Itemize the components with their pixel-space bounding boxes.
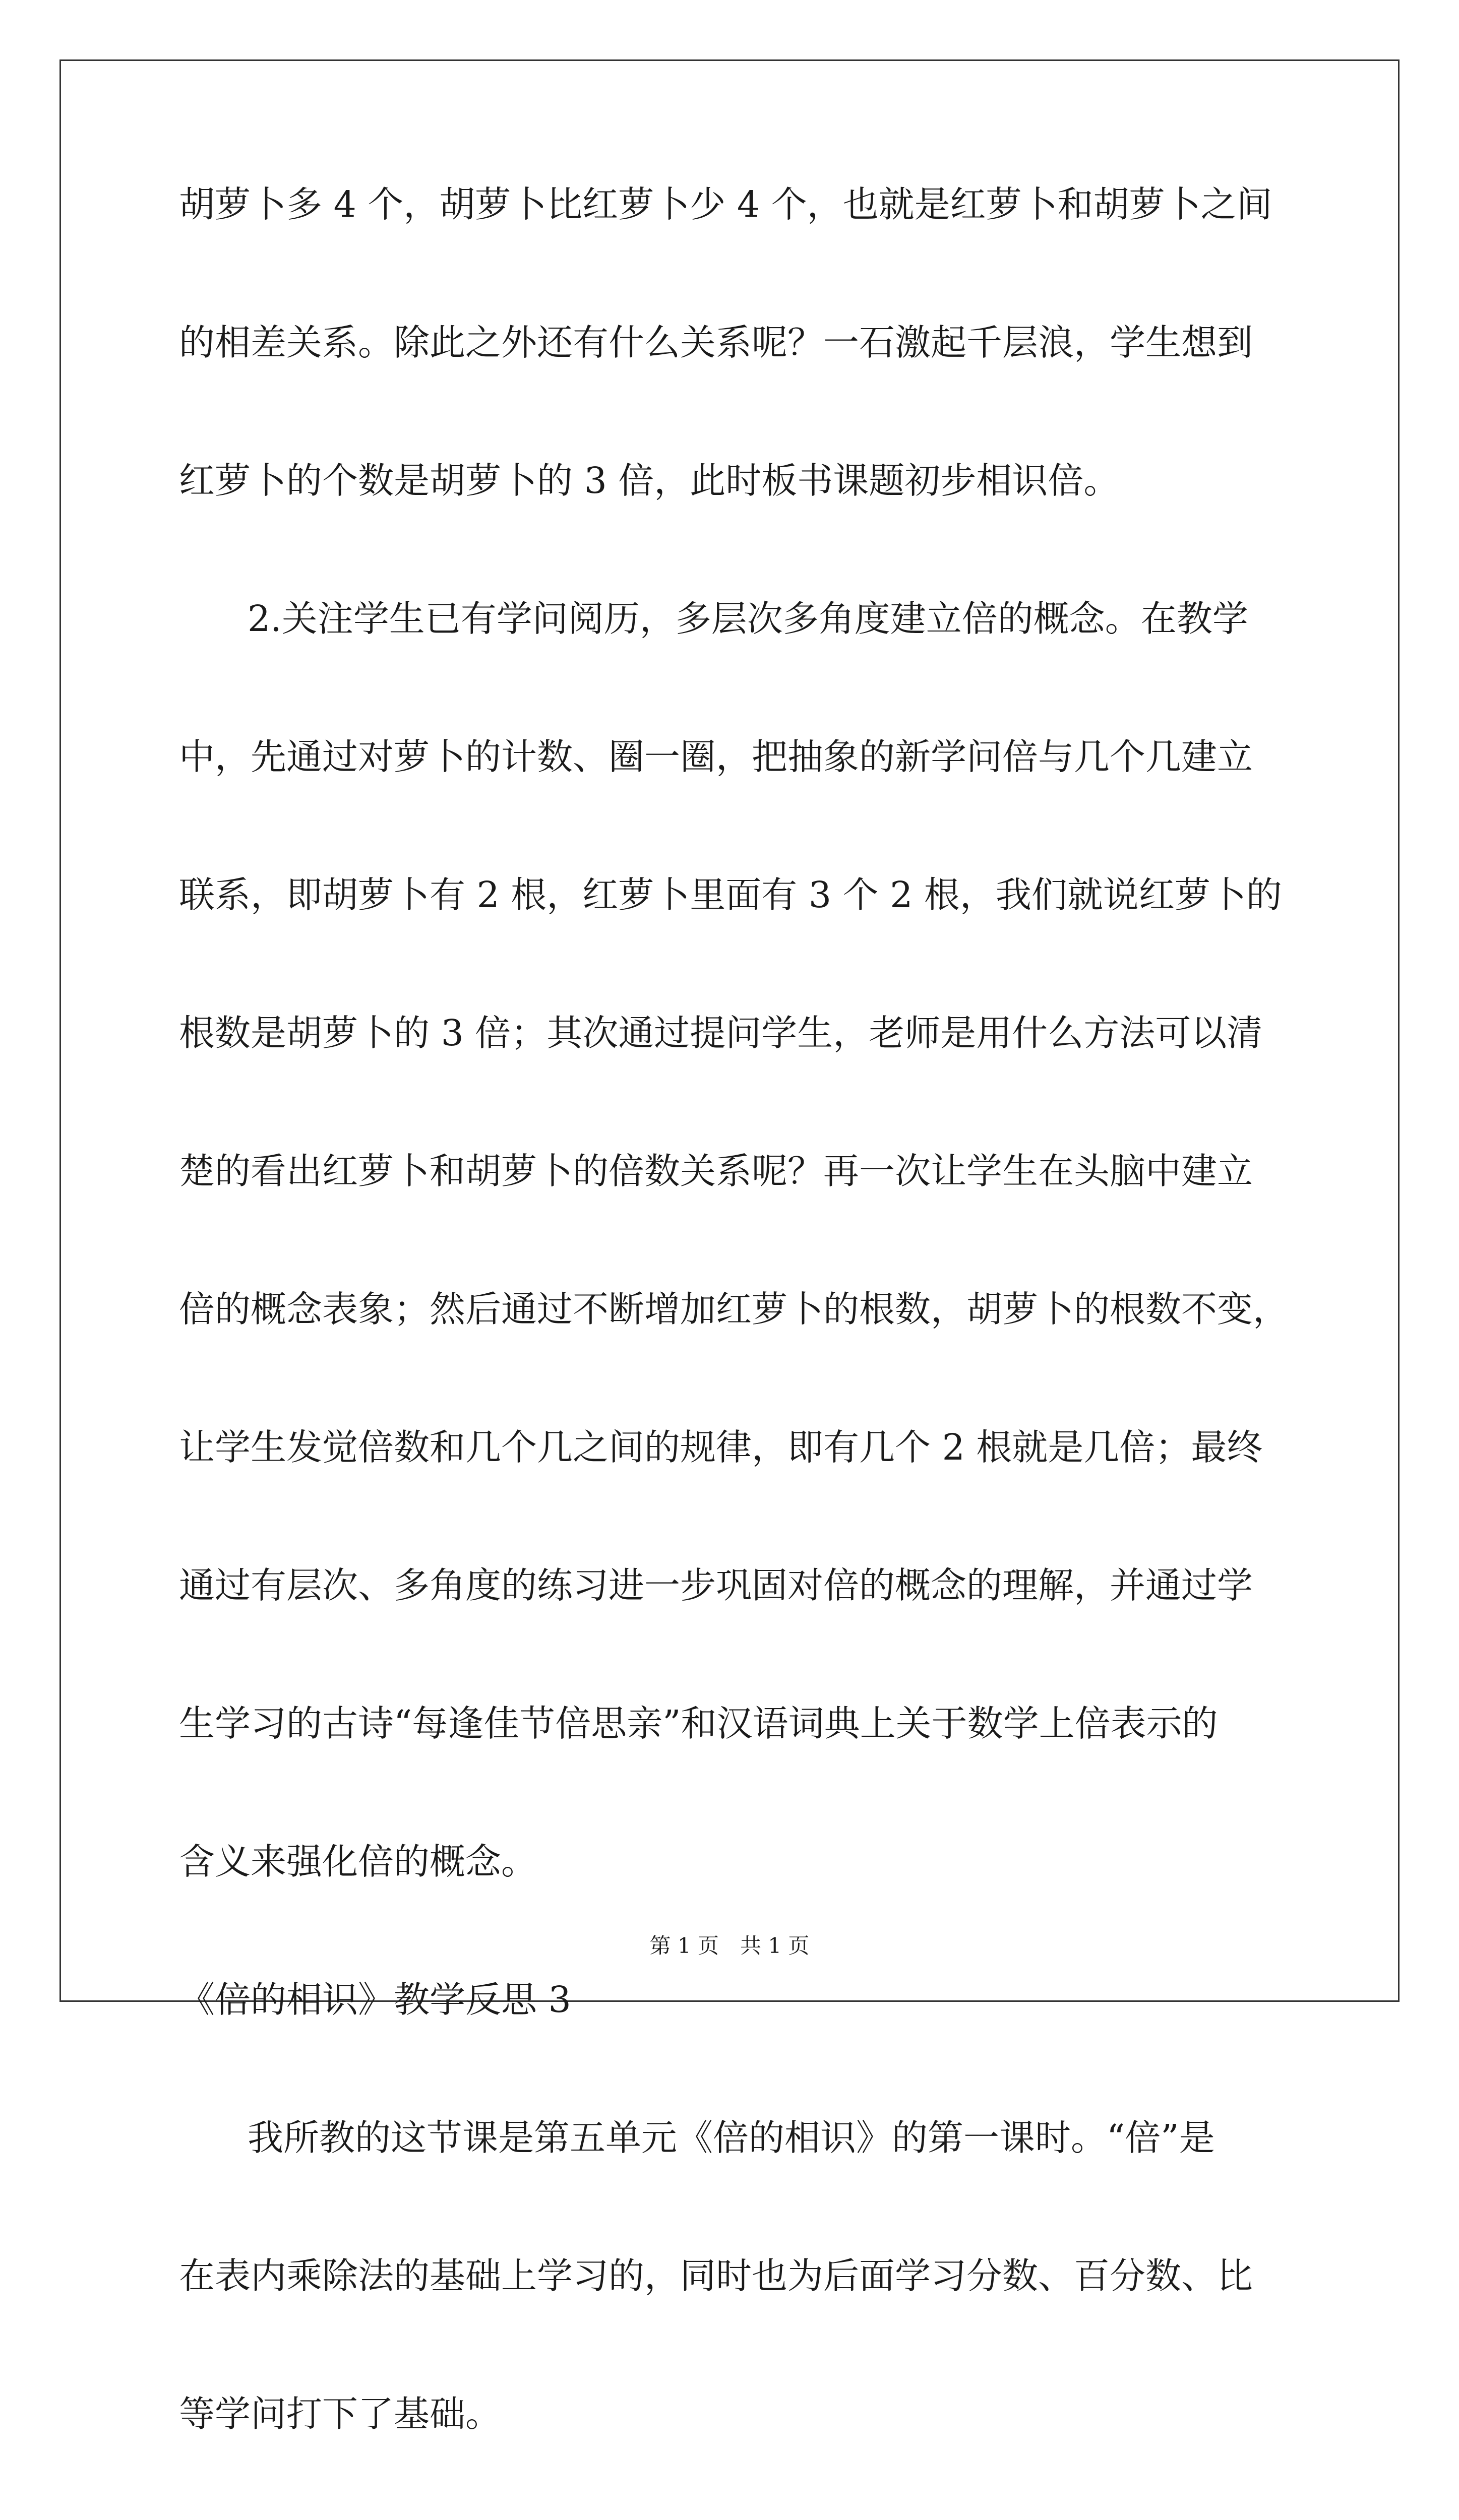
page-number-footer: 第 1 页 共 1 页	[649, 1933, 810, 1958]
text-line: 的相差关系。除此之外还有什么关系呢？一石激起千层浪，学生想到	[179, 322, 1253, 363]
text-line: 在表内乘除法的基础上学习的，同时也为后面学习分数、百分数、比	[179, 2255, 1253, 2297]
text-line: 等学问打下了基础。	[179, 2393, 502, 2435]
document-body	[179, 183, 1289, 2520]
section-heading: 《倍的相识》教学反思 3	[179, 1979, 571, 2021]
text-line: 让学生发觉倍数和几个几之间的规律，即有几个 2 根就是几倍；最终	[179, 1426, 1263, 1468]
text-line: 倍的概念表象；然后通过不断增加红萝卜的根数，胡萝卜的根数不变，	[179, 1288, 1289, 1330]
text-line: 红萝卜的个数是胡萝卜的 3 倍，此时板书课题初步相识倍。	[179, 460, 1120, 501]
text-line: 生学习的古诗“每逢佳节倍思亲”和汉语词典上关于数学上倍表示的	[179, 1703, 1218, 1744]
text-line: 通过有层次、多角度的练习进一步巩固对倍的概念的理解，并通过学	[179, 1564, 1253, 1606]
text-line: 胡萝卜多 4 个，胡萝卜比红萝卜少 4 个，也就是红萝卜和胡萝卜之间	[179, 183, 1272, 225]
paragraph-start-line: 我所教的这节课是第五单元《倍的相识》的第一课时。“倍”是	[248, 2117, 1215, 2159]
text-line: 根数是胡萝卜的 3 倍；其次通过提问学生，老师是用什么方法可以清	[179, 1012, 1263, 1054]
paragraph-start-line: 2.关注学生已有学问阅历，多层次多角度建立倍的概念。在教学	[248, 598, 1248, 640]
text-line: 含义来强化倍的概念。	[179, 1841, 537, 1882]
text-line: 楚的看出红萝卜和胡萝卜的倍数关系呢？再一次让学生在头脑中建立	[179, 1150, 1253, 1192]
text-line: 联系，即胡萝卜有 2 根，红萝卜里面有 3 个 2 根，我们就说红萝卜的	[179, 874, 1282, 916]
text-line: 中，先通过对萝卜的计数、圈一圈，把抽象的新学问倍与几个几建立	[179, 736, 1253, 778]
